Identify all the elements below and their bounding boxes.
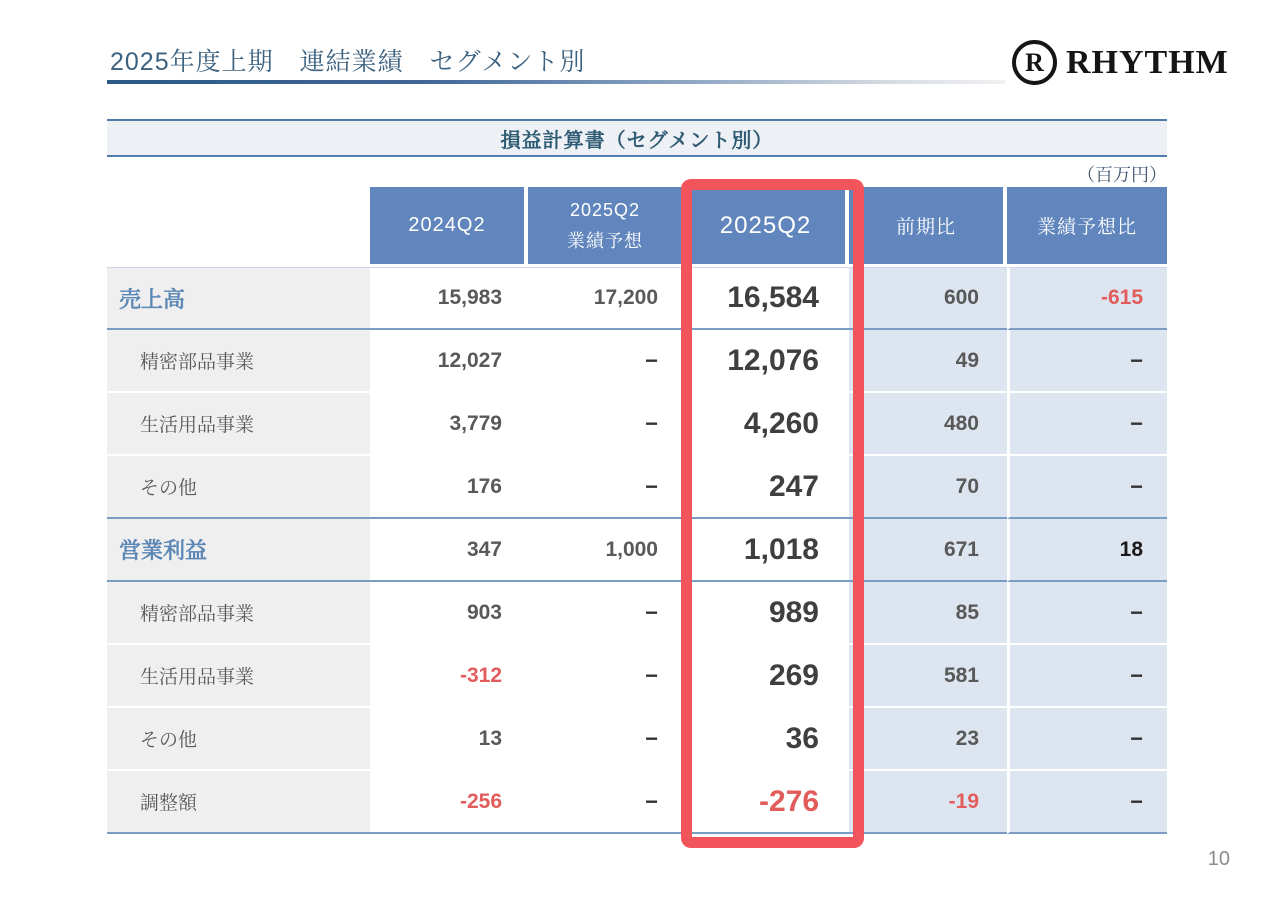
cell-yoy-diff: 581 xyxy=(849,645,1007,708)
row-label-main: 売上高 xyxy=(107,267,370,330)
cell-forecast-2025q2: − xyxy=(528,582,686,645)
header-2025q2-forecast xyxy=(528,187,686,267)
cell-2025q2: 1,018 xyxy=(686,519,849,582)
cell-yoy-diff: 49 xyxy=(849,330,1007,393)
cell-2024q2: -256 xyxy=(370,771,528,834)
header-2025q2-forecast-line1: 2025Q2 xyxy=(569,199,641,220)
cell-forecast-2025q2: − xyxy=(528,330,686,393)
row-label-sub: 調整額 xyxy=(107,771,370,834)
unit-label: （百万円） xyxy=(1077,165,1167,185)
cell-forecast-2025q2: − xyxy=(528,771,686,834)
cell-forecast-2025q2: − xyxy=(528,393,686,456)
cell-vs-forecast-diff: 18 xyxy=(1007,519,1167,582)
row-label-sub: 精密部品事業 xyxy=(107,582,370,645)
cell-forecast-2025q2: − xyxy=(528,708,686,771)
cell-2024q2: 15,983 xyxy=(370,267,528,330)
cell-vs-forecast-diff: − xyxy=(1007,456,1167,519)
header-2024q2: 2024Q2 xyxy=(370,187,528,267)
header-blank-cell xyxy=(107,187,370,267)
cell-yoy-diff: 480 xyxy=(849,393,1007,456)
cell-yoy-diff: 70 xyxy=(849,456,1007,519)
cell-forecast-2025q2: − xyxy=(528,456,686,519)
cell-yoy-diff: 85 xyxy=(849,582,1007,645)
cell-2025q2: 36 xyxy=(686,708,849,771)
cell-yoy-diff: 600 xyxy=(849,267,1007,330)
row-label-sub: 生活用品事業 xyxy=(107,645,370,708)
header-vs-forecast-diff: 業績予想比 xyxy=(1007,187,1167,267)
header-2025q2: 2025Q2 xyxy=(686,187,849,267)
page-title: 2025年度上期 連結業績 セグメント別 xyxy=(110,48,586,76)
table-caption: 損益計算書（セグメント別） xyxy=(500,129,774,152)
cell-vs-forecast-diff: − xyxy=(1007,393,1167,456)
cell-vs-forecast-diff: − xyxy=(1007,708,1167,771)
cell-vs-forecast-diff: − xyxy=(1007,582,1167,645)
cell-2024q2: -312 xyxy=(370,645,528,708)
cell-vs-forecast-diff: -615 xyxy=(1007,267,1167,330)
cell-2024q2: 3,779 xyxy=(370,393,528,456)
cell-vs-forecast-diff: − xyxy=(1007,330,1167,393)
header-2025q2-forecast-line2: 業績予想 xyxy=(567,230,643,251)
header-yoy-diff: 前期比 xyxy=(849,187,1007,267)
row-label-sub: 精密部品事業 xyxy=(107,330,370,393)
logo-r-letter: R xyxy=(1025,47,1044,77)
row-label-sub: その他 xyxy=(107,708,370,771)
cell-vs-forecast-diff: − xyxy=(1007,645,1167,708)
cell-2025q2: 16,584 xyxy=(686,267,849,330)
logo-text: RHYTHM xyxy=(1066,43,1229,81)
cell-2025q2: 247 xyxy=(686,456,849,519)
cell-forecast-2025q2: − xyxy=(528,645,686,708)
cell-yoy-diff: -19 xyxy=(849,771,1007,834)
row-label-sub: その他 xyxy=(107,456,370,519)
cell-forecast-2025q2: 1,000 xyxy=(528,519,686,582)
cell-2025q2: 12,076 xyxy=(686,330,849,393)
cell-2024q2: 12,027 xyxy=(370,330,528,393)
row-label-sub: 生活用品事業 xyxy=(107,393,370,456)
cell-2024q2: 903 xyxy=(370,582,528,645)
cell-2024q2: 176 xyxy=(370,456,528,519)
title-underline xyxy=(107,80,1005,84)
cell-vs-forecast-diff: − xyxy=(1007,771,1167,834)
rhythm-logo xyxy=(1012,40,1229,85)
logo-r-mark-icon xyxy=(1012,40,1057,85)
cell-2025q2: 269 xyxy=(686,645,849,708)
page-number: 10 xyxy=(1207,848,1230,870)
cell-yoy-diff: 23 xyxy=(849,708,1007,771)
cell-2025q2: 989 xyxy=(686,582,849,645)
cell-2025q2: 4,260 xyxy=(686,393,849,456)
table-caption-band xyxy=(107,119,1167,157)
cell-2024q2: 347 xyxy=(370,519,528,582)
row-label-main: 営業利益 xyxy=(107,519,370,582)
segment-results-table xyxy=(107,187,1167,834)
cell-2024q2: 13 xyxy=(370,708,528,771)
cell-2025q2: -276 xyxy=(686,771,849,834)
cell-yoy-diff: 671 xyxy=(849,519,1007,582)
cell-forecast-2025q2: 17,200 xyxy=(528,267,686,330)
